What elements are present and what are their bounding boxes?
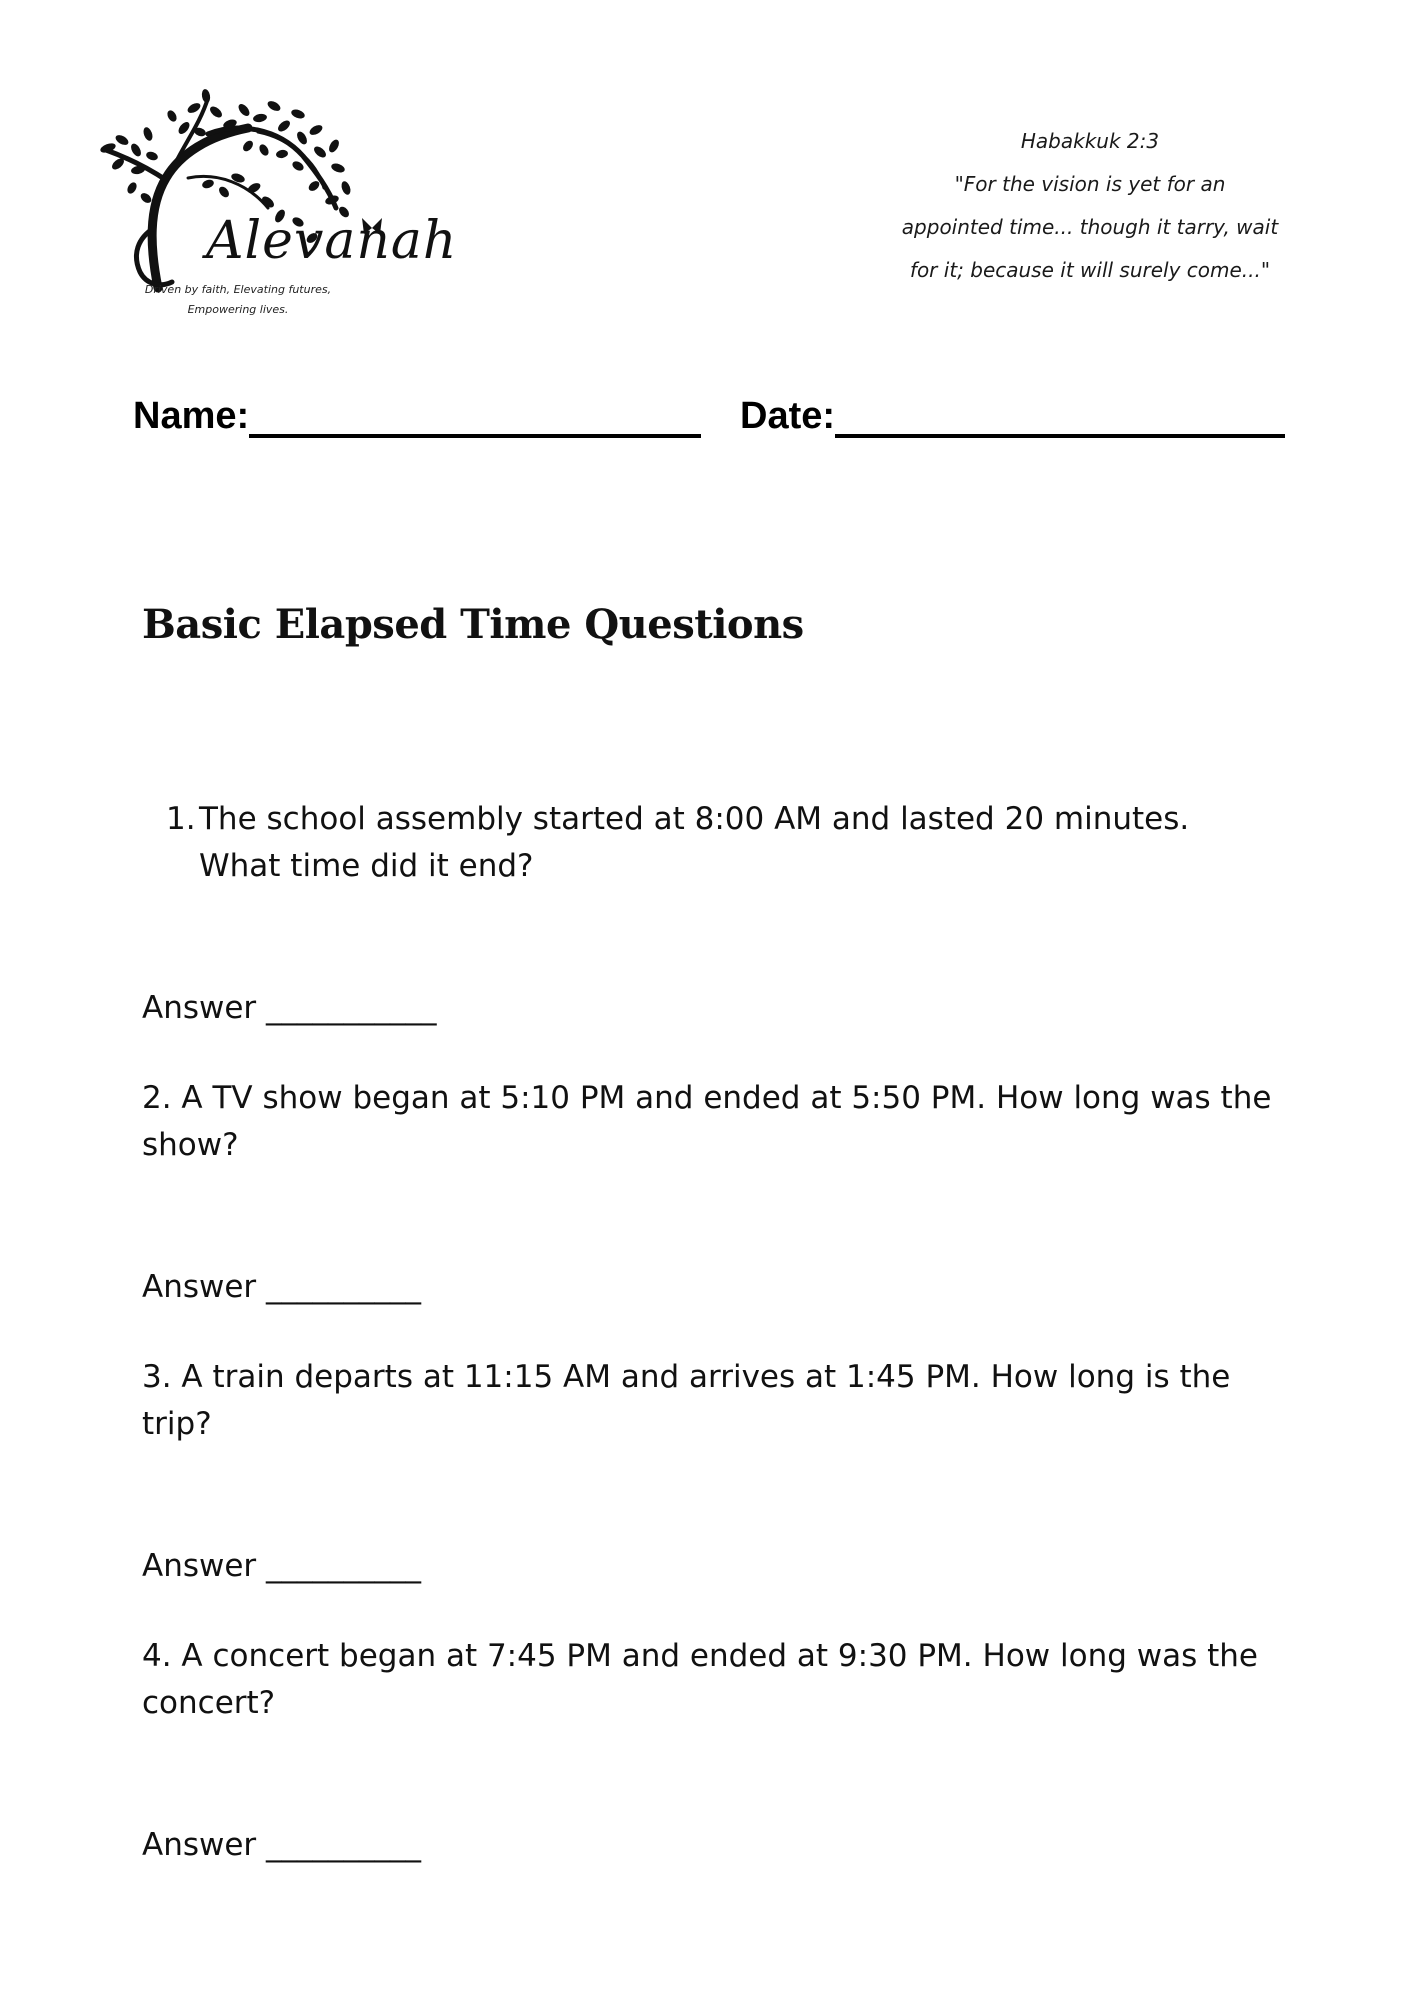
logo-tagline — [118, 280, 358, 320]
answer-line-1[interactable]: Answer ___________ — [142, 990, 437, 1026]
question-1 — [166, 796, 1276, 890]
answer-line-3[interactable]: Answer __________ — [142, 1548, 422, 1584]
date-field[interactable] — [740, 394, 1285, 438]
logo-tagline-line: Empowering lives. — [187, 303, 289, 316]
verse-line: for it; because it will surely come..." — [909, 258, 1271, 282]
logo-tagline-line: Driven by faith, Elevating futures, — [144, 283, 332, 296]
date-label: Date: — [740, 395, 836, 437]
name-field[interactable] — [133, 394, 701, 438]
question-number: 1. — [166, 801, 196, 837]
answer-line-4[interactable]: Answer __________ — [142, 1827, 422, 1863]
answer-line-2[interactable]: Answer __________ — [142, 1269, 422, 1305]
logo-wordmark: Alevanah — [206, 211, 458, 271]
worksheet-title: Basic Elapsed Time Questions — [142, 601, 804, 648]
question-2: 2. A TV show began at 5:10 PM and ended at 5:50 PM. How long was the show? — [142, 1080, 1272, 1163]
question-3: 3. A train departs at 11:15 AM and arrives at 1:45 PM. How long is the trip? — [142, 1359, 1231, 1442]
date-blank-line[interactable] — [835, 394, 1285, 438]
question-text: The school assembly started at 8:00 AM and lasted 20 minutes. What time did it end? — [199, 801, 1190, 884]
verse-line: appointed time... though it tarry, wait — [901, 215, 1279, 239]
alevanah-logo — [88, 88, 458, 328]
name-blank-line[interactable] — [249, 394, 701, 438]
question-4: 4. A concert began at 7:45 PM and ended at 9:30 PM. How long was the concert? — [142, 1638, 1258, 1721]
name-label: Name: — [133, 395, 250, 437]
bible-verse — [880, 120, 1300, 292]
verse-reference: Habakkuk 2:3 — [1020, 129, 1160, 153]
verse-line: "For the vision is yet for an — [954, 172, 1226, 196]
